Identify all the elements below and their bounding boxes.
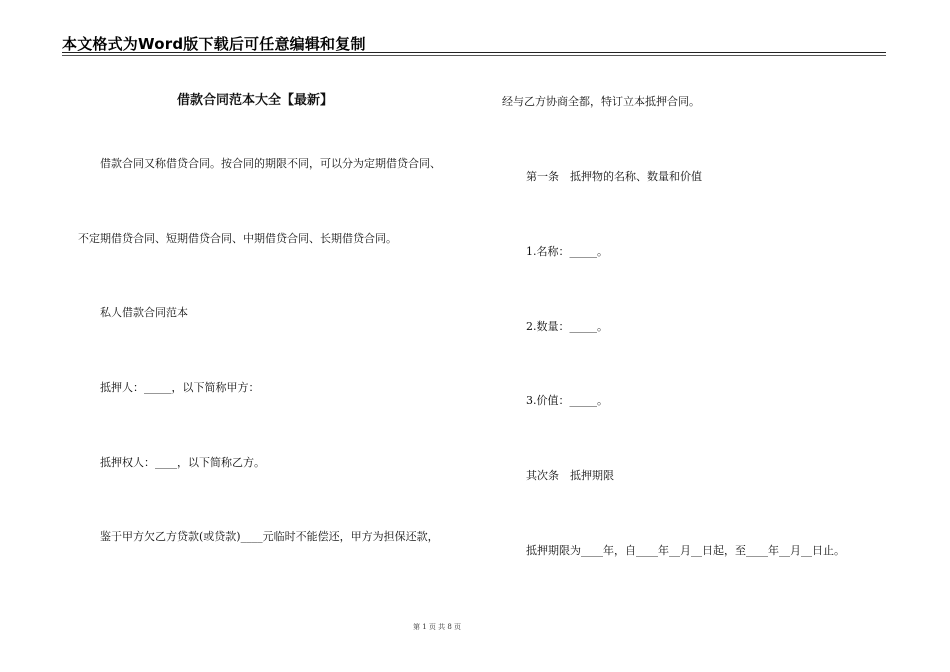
right-paragraph-line: 2.数量：_____。 — [526, 320, 608, 333]
right-paragraph-line: 3.价值：_____。 — [526, 394, 608, 407]
page-footer: 第 1 页 共 8 页 — [413, 623, 462, 631]
left-paragraph-line: 不定期借贷合同、短期借贷合同、中期借贷合同、长期借贷合同。 — [78, 232, 397, 245]
document-banner: 本文格式为Word版下载后可任意编辑和复制 — [62, 35, 366, 53]
header-rule-thin — [62, 55, 886, 56]
right-paragraph-line: 抵押期限为____年，自____年__月__日起，至____年__月__日止。 — [526, 544, 845, 557]
right-paragraph-line: 其次条 抵押期限 — [526, 469, 614, 482]
left-paragraph-line: 抵押人：_____，以下简称甲方： — [100, 381, 260, 394]
left-paragraph-line: 鉴于甲方欠乙方贷款(或贷款)____元临时不能偿还，甲方为担保还款， — [100, 530, 439, 543]
right-paragraph-line: 经与乙方协商全都，特订立本抵押合同。 — [502, 95, 700, 108]
right-paragraph-line: 1.名称：_____。 — [526, 245, 608, 258]
right-paragraph-line: 第一条 抵押物的名称、数量和价值 — [526, 170, 702, 183]
left-paragraph-line: 借款合同又称借贷合同。按合同的期限不同，可以分为定期借贷合同、 — [100, 157, 441, 170]
left-paragraph-line: 私人借款合同范本 — [100, 306, 188, 319]
document-title: 借款合同范本大全【最新】 — [177, 93, 334, 108]
header-rule-thick — [62, 52, 886, 53]
left-paragraph-line: 抵押权人：____，以下简称乙方。 — [100, 456, 265, 469]
